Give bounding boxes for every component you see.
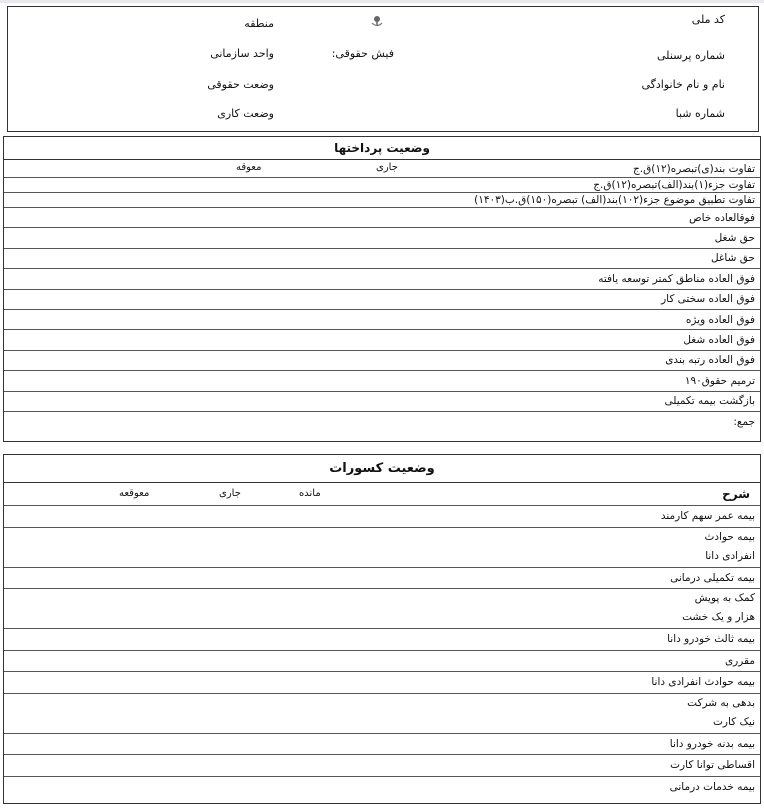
deduction-row-label: اقساطی توانا کارت [670, 759, 755, 771]
payment-row [4, 290, 760, 310]
payment-row [4, 193, 760, 208]
deduction-row-label: کمک به پویش [694, 592, 755, 604]
payment-row [4, 160, 760, 178]
deduction-row [4, 568, 760, 590]
col-remaining: مانده [299, 488, 321, 499]
deduction-row-label: بیمه خدمات درمانی [669, 780, 755, 793]
org-unit-label: واحد سازمانی [210, 47, 274, 60]
payment-row-label: ترمیم حقوق۱۹۰ [684, 374, 755, 387]
payment-row [4, 351, 760, 371]
deduction-row-label: بیمه بدنه خودرو دانا [669, 737, 755, 750]
payment-row [4, 249, 760, 269]
payment-row [4, 178, 760, 193]
payment-row-label: جمع: [733, 415, 755, 428]
payment-row [4, 330, 760, 350]
payments-title: وضعیت پرداختها [4, 137, 760, 160]
col-arrears: معوقعه [119, 488, 150, 499]
payments-table [3, 136, 761, 442]
deduction-row [4, 672, 760, 694]
deduction-row-label: بیمه حوادث [704, 530, 755, 543]
employee-info-box [7, 6, 759, 132]
top-bar [0, 0, 764, 3]
deduction-row-label: بیمه حوادث انفرادی دانا [651, 676, 755, 688]
payment-row [4, 228, 760, 248]
deduction-row [4, 651, 760, 673]
payment-row-label: تفاوت جزء(۱)بند(الف)تبصره(۱۲)ق.ج [593, 179, 755, 191]
deduction-row-label: بیمه ثالث خودرو دانا [667, 633, 755, 645]
region-label: منطقه [244, 17, 274, 30]
deduction-row [4, 734, 760, 756]
payment-row-label: فوق العاده سختی کار [661, 293, 755, 306]
deduction-row-label: بدهی به شرکت [687, 696, 755, 709]
deduction-row-label: بیمه تکمیلی درمانی [670, 571, 755, 584]
deduction-row-label: انفرادی دانا [705, 549, 755, 562]
payment-row-label: حق شغل [714, 232, 755, 245]
payment-row-label: فوق العاده شغل [683, 334, 755, 347]
payment-row [4, 371, 760, 391]
payments-col-arrears: معوقه [236, 162, 262, 173]
deductions-table [3, 454, 761, 804]
payment-row [4, 310, 760, 330]
emblem-icon [370, 14, 384, 28]
col-description: شرح [722, 487, 750, 501]
deduction-row-label: مقرری [724, 654, 755, 667]
deduction-row [4, 506, 760, 528]
deductions-header-row [4, 483, 760, 506]
col-current: جاری [219, 488, 241, 499]
payment-row [4, 208, 760, 228]
salary-status-label: وضعت حقوقی [207, 78, 274, 91]
payment-row-label: فوق العاده رتبه بندی [665, 354, 755, 367]
deduction-row-label: هزار و یک خشت [682, 611, 755, 623]
sheba-label: شماره شبا [675, 107, 725, 120]
payment-row [4, 269, 760, 289]
deduction-row [4, 589, 760, 629]
payment-row-label: فوق العاده مناطق کمتر توسعه یافته [598, 272, 755, 285]
deduction-row [4, 777, 760, 799]
payment-row-label: فوق العاده ویژه [685, 313, 755, 326]
payment-row-label: تفاوت تطبیق موضوع جزء(۱۰۲)بند(الف) تبصره(۱۵۰)ق.ب(۱۴۰۳) [474, 194, 755, 206]
deduction-row-label: نیک کارت [713, 715, 755, 728]
payment-row-label: فوقالعاده خاص [688, 211, 755, 224]
payment-row [4, 392, 760, 412]
deduction-row [4, 755, 760, 777]
full-name-label: نام و نام خانوادگی [641, 78, 725, 91]
deduction-row [4, 694, 760, 734]
deduction-row-label: بیمه عمر سهم کارمند [660, 510, 755, 522]
payments-col-current: جاری [376, 162, 398, 173]
personnel-no-label: شماره پرسنلی [657, 49, 725, 62]
payslip-label: فیش حقوقی: [331, 47, 394, 60]
payment-row-label: بازگشت بیمه تکمیلی [664, 395, 755, 408]
deduction-row [4, 528, 760, 568]
payment-row [4, 412, 760, 432]
national-code-label: کد ملی [691, 13, 725, 26]
work-status-label: وضعت کاری [217, 107, 274, 120]
payment-row-label: تفاوت بند(ی)تبصره(۱۲)ق.ج [633, 162, 755, 175]
deduction-row [4, 629, 760, 651]
deductions-title: وضعیت کسورات [4, 455, 760, 483]
payment-row-label: حق شاغل [710, 252, 755, 265]
